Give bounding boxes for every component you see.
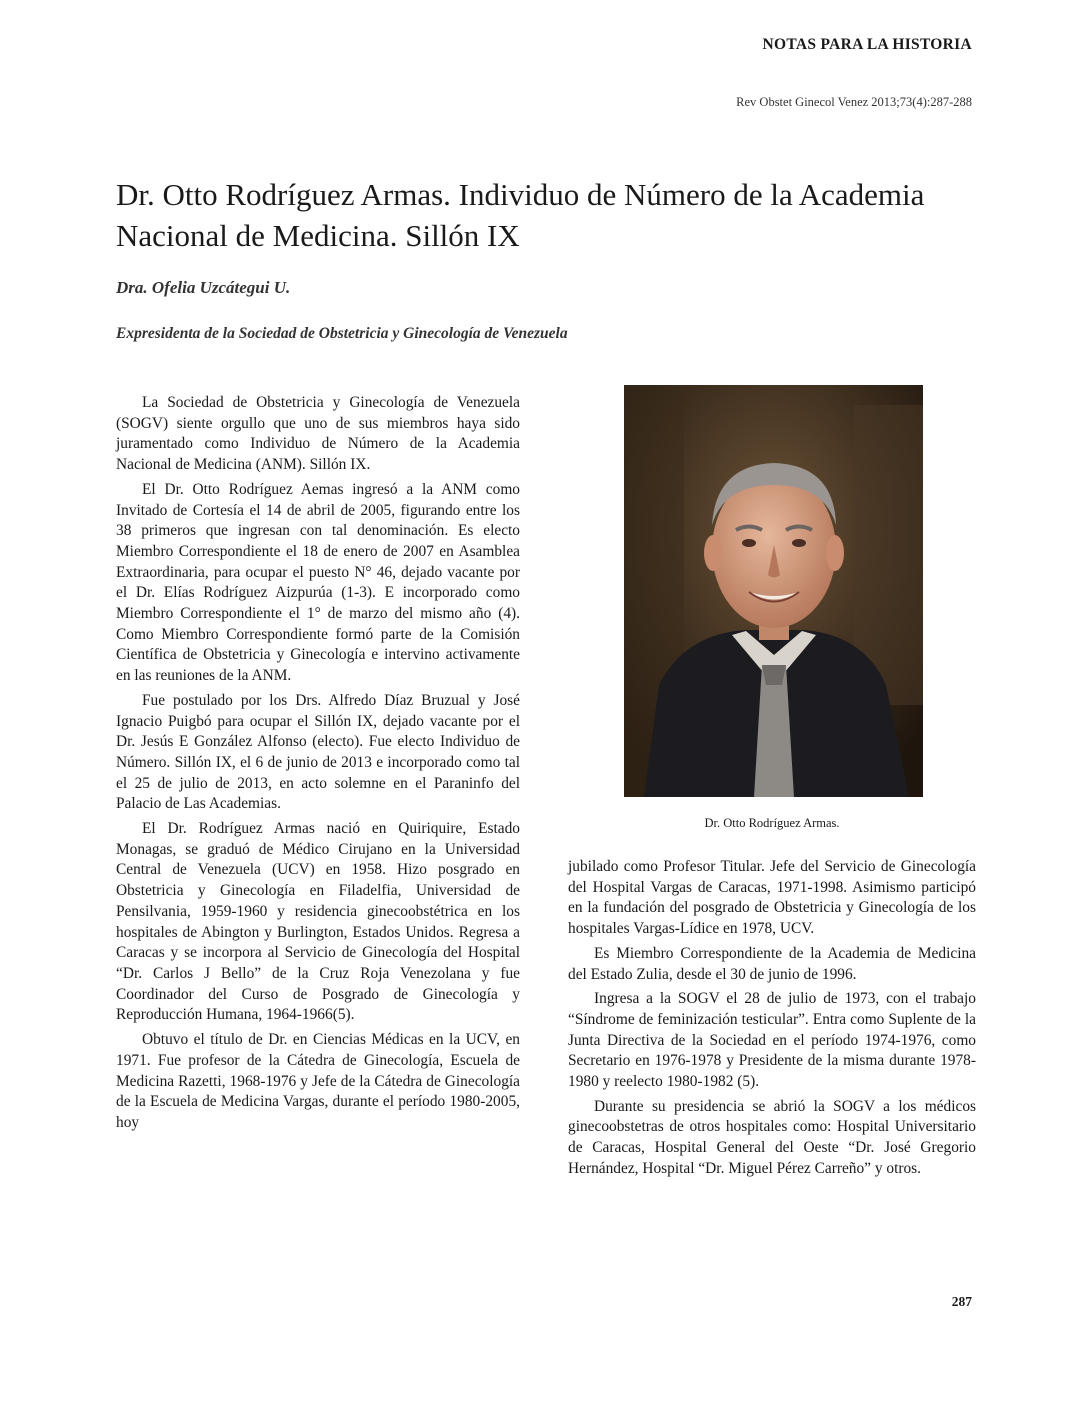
- body-paragraph: Ingresa a la SOGV el 28 de julio de 1973, con el trabajo “Síndrome de feminización testicular”. Entra como Suplente de la Junta Directiva de la Sociedad en el período 1974-1976, como Secretario en 1976-1978 y Presidente de la misma durante 1978-1980 y reelecto 1980-1982 (5).: [568, 990, 976, 1091]
- section-label: NOTAS PARA LA HISTORIA: [762, 36, 972, 53]
- body-paragraph: Durante su presidencia se abrió la SOGV a los médicos ginecoobstetras de otros hospitales como: Hospital Universitario de Caracas, Hospital General del Oeste “Dr. José Gregorio Hernández, Hospital “Dr. Miguel Pérez Carreño” y otros.: [568, 1097, 976, 1177]
- page-number: 287: [951, 1294, 972, 1309]
- body-paragraph: El Dr. Rodríguez Armas nació en Quiriquire, Estado Monagas, se graduó de Médico Cirujano en la Universidad Central de Venezuela (UCV) en 1958. Hizo posgrado en Obstetricia y Ginecología en Filadelfia, Universidad de Pensilvania, 1959-1960 y residencia ginecoobstétrica en los hospitales de Abington y Burlington, Estados Unidos. Regresa a Caracas y se incorpora al Servicio de Ginecología del Hospital “Dr. Carlos J Bello” de la Cruz Roja Venezolana y fue Coordinador del Curso de Posgrado de Ginecología y Reproducción Humana, 1964-1966(5).: [116, 820, 520, 1024]
- journal-citation: Rev Obstet Ginecol Venez 2013;73(4):287-288: [736, 95, 972, 109]
- body-paragraph: Es Miembro Correspondiente de la Academia de Medicina del Estado Zulia, desde el 30 de junio de 1996.: [568, 944, 976, 983]
- photo-caption: Dr. Otto Rodríguez Armas.: [704, 816, 840, 830]
- portrait-photo: [624, 385, 923, 797]
- body-paragraph: jubilado como Profesor Titular. Jefe del Servicio de Ginecología del Hospital Vargas de Caracas, 1971-1998. Asimismo participó en la fundación del posgrado de Obstetricia y Ginecología de los hospitales Vargas-Lídice en 1978, UCV.: [568, 858, 976, 938]
- body-column-right: [568, 857, 976, 1184]
- body-paragraph: Obtuvo el título de Dr. en Ciencias Médicas en la UCV, en 1971. Fue profesor de la Cátedra de Ginecología, Escuela de Medicina Razetti, 1968-1976 y Jefe de la Cátedra de Ginecología de la Escuela de Medicina Vargas, durante el período 1980-2005, hoy: [116, 1031, 520, 1131]
- article-title: Dr. Otto Rodríguez Armas. Individuo de Número de la Academia Nacional de Medicina. Sillón IX: [116, 177, 925, 254]
- body-column-left: [116, 393, 520, 1138]
- author-affiliation: Expresidenta de la Sociedad de Obstetricia y Ginecología de Venezuela: [116, 325, 568, 342]
- body-paragraph: Fue postulado por los Drs. Alfredo Díaz Bruzual y José Ignacio Puigbó para ocupar el Sillón IX, dejado vacante por el Dr. Jesús E González Alfonso (electo). Fue electo Individuo de Número. Sillón IX, el 6 de junio de 2013 e incorporado como tal el 25 de julio de 2013, en acto solemne en el Paraninfo del Palacio de Las Academias.: [116, 691, 520, 813]
- article-author: Dra. Ofelia Uzcátegui U.: [116, 278, 291, 297]
- body-paragraph: La Sociedad de Obstetricia y Ginecología de Venezuela (SOGV) siente orgullo que uno de sus miembros haya sido juramentado como Individuo de Número de la Academia Nacional de Medicina (ANM). Sillón IX.: [116, 394, 520, 474]
- body-paragraph: El Dr. Otto Rodríguez Aemas ingresó a la ANM como Invitado de Cortesía el 14 de abril de 2005, figurando entre los 38 primeros que ingresan con tal denominación. Es electo Miembro Correspondiente el 18 de enero de 2007 en Asamblea Extraordinaria, para ocupar el puesto N° 46, dejado vacante por el Dr. Elías Rodríguez Aizpurúa (1-3). E incorporado como Miembro Correspondiente el 1° de marzo del mismo año (4). Como Miembro Correspondiente formó parte de la Comisión Científica de Obstetricia y Ginecología e intervino activamente en las reuniones de la ANM.: [116, 480, 520, 685]
